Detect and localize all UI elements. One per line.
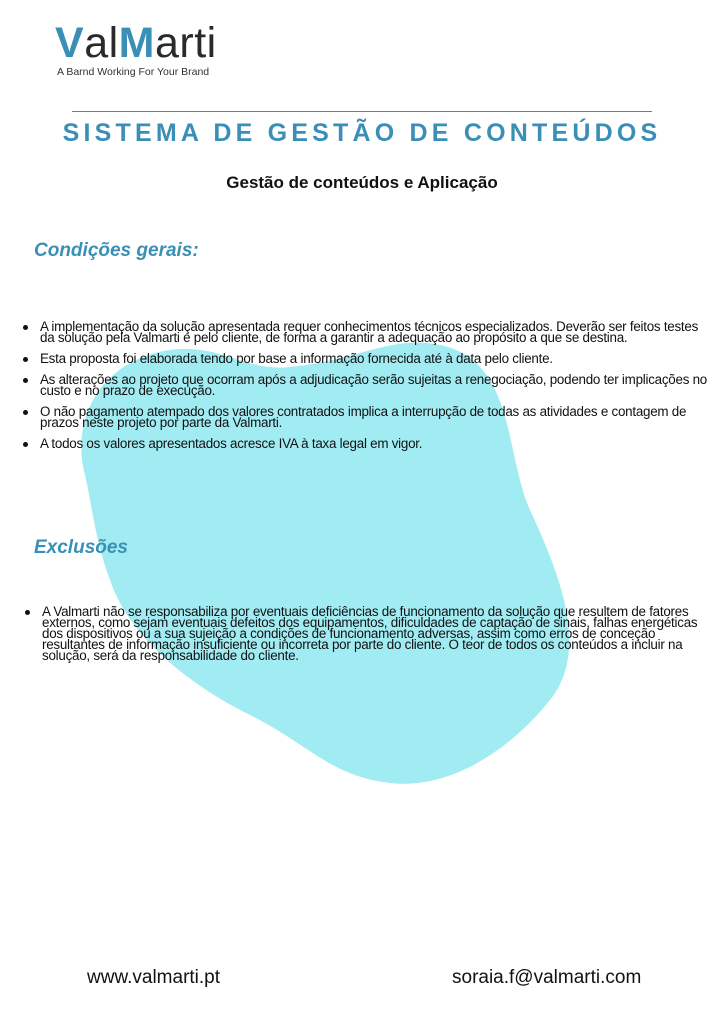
list-item: A Valmarti não se responsabiliza por eventuais deficiências de funcionamento da solução que resultem de fatores externos, como sejam eventuais defeitos dos equipamentos, dificuldades de captação de sinais, falhas energéticas dos dispositivos ou a sua sujeição a condições de funcionamento adversas, assim como erros de conceção resultantes de informação insuficiente ou incorreta por parte do cliente. O teor de todos os conteúdos a incluir na solução, será da responsabilidade do cliente. [25, 606, 705, 661]
logo-text-al: al [84, 19, 119, 67]
list-item: Esta proposta foi elaborada tendo por base a informação fornecida até à data pelo cliente. [23, 353, 709, 364]
general-conditions-list [23, 321, 709, 459]
footer-website: www.valmarti.pt [87, 967, 221, 988]
list-item: A todos os valores apresentados acresce IVA à taxa legal em vigor. [23, 438, 709, 449]
logo-letter-v: V [55, 19, 85, 67]
logo-tagline: A Barnd Working For Your Brand [57, 66, 210, 78]
logo-text-arti: arti [154, 19, 217, 67]
logo-wordmark [55, 20, 217, 66]
list-item: O não pagamento atempado dos valores contratados implica a interrupção de todas as atividades e contagem de prazos neste projeto por parte da Valmarti. [23, 406, 709, 428]
list-item: A implementação da solução apresentada requer conhecimentos técnicos especializados. Deverão ser feitos testes da solução pela Valmarti e pelo cliente, de forma a garantir a adequação ao propósito a que se destina. [23, 321, 709, 343]
section-heading-exclusions: Exclusões [34, 537, 128, 558]
section-heading-general-conditions: Condições gerais: [34, 240, 199, 261]
company-logo [55, 20, 217, 78]
logo-letter-m: M [118, 19, 155, 67]
page-subtitle: Gestão de conteúdos e Aplicação [226, 173, 498, 192]
title-divider [72, 111, 652, 112]
page-title: SISTEMA DE GESTÃO DE CONTEÚDOS [62, 119, 662, 147]
exclusions-list [25, 606, 705, 661]
list-item: As alterações ao projeto que ocorram após a adjudicação serão sujeitas a renegociação, podendo ter implicações no custo e no prazo de execução. [23, 374, 709, 396]
footer-email: soraia.f@valmarti.com [452, 967, 642, 988]
